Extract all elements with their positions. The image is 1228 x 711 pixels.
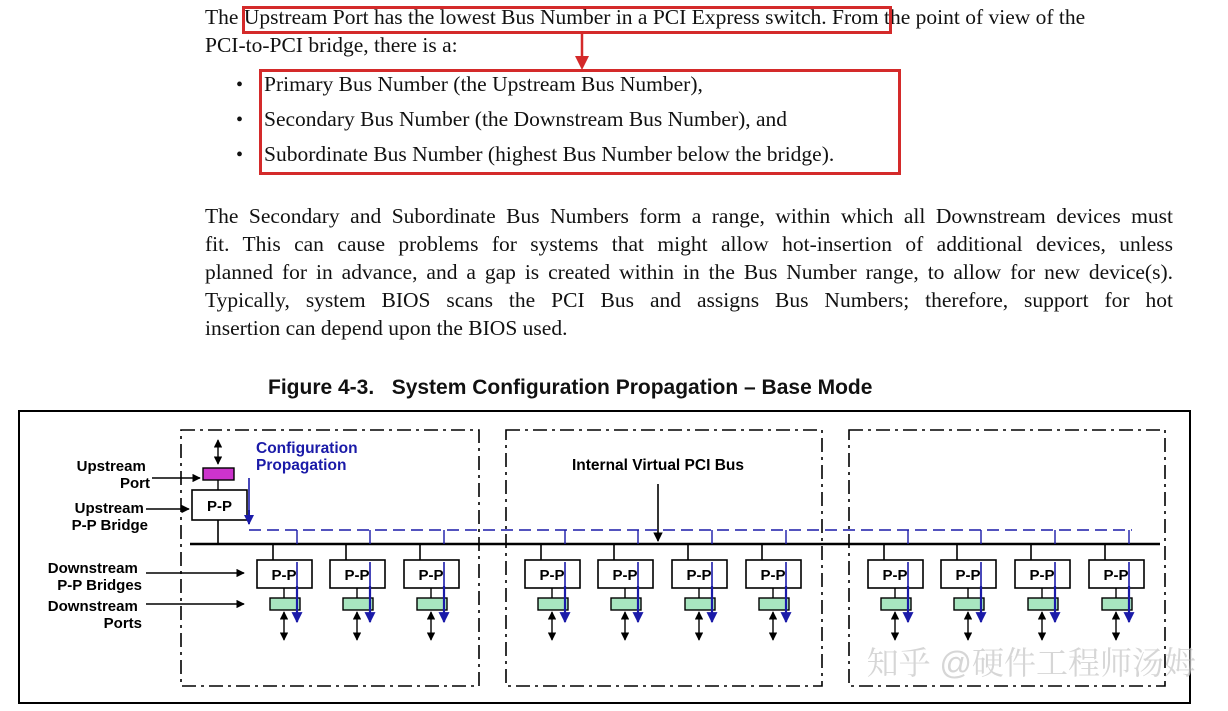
downstream-bridge-label: P-P [539, 567, 565, 584]
downstream-port [1102, 598, 1132, 610]
paragraph-line: The Secondary and Subordinate Bus Numbers form a range, within which all Downstream devices must [205, 204, 1173, 228]
upstream-bridge-side-label: Upstream P-P Bridge [71, 500, 148, 534]
paragraph-line: Typically, system BIOS scans the PCI Bus and assigns Bus Numbers; therefore, support for hot [205, 288, 1173, 312]
downstream-bridges-label: Downstream P-P Bridges [47, 560, 142, 594]
downstream-bridge-label: P-P [1103, 567, 1129, 584]
downstream-bridge-label: P-P [686, 567, 712, 584]
downstream-port [270, 598, 300, 610]
downstream-bridge-label: P-P [955, 567, 981, 584]
internal-bus-label: Internal Virtual PCI Bus [572, 457, 744, 474]
downstream-bridge-label: P-P [1029, 567, 1055, 584]
bullet-item: Primary Bus Number (the Upstream Bus Number), [264, 72, 703, 96]
bullet-item: Subordinate Bus Number (highest Bus Number below the bridge). [264, 142, 835, 166]
upstream-port [203, 468, 234, 480]
paragraph-line: planned for in advance, and a gap is created within in the Bus Number range, to allow for new device(s). [205, 260, 1173, 284]
downstream-port [417, 598, 447, 610]
downstream-bridge-label: P-P [760, 567, 786, 584]
figure-title: Figure 4-3. System Configuration Propagation – Base Mode [268, 376, 873, 399]
downstream-port [1028, 598, 1058, 610]
downstream-port [759, 598, 789, 610]
intro-prefix: The [205, 5, 244, 29]
downstream-bridge-label: P-P [882, 567, 908, 584]
downstream-bridge-label: P-P [344, 567, 370, 584]
upstream-port-label: Upstream Port [76, 458, 150, 492]
paragraph-line: insertion can depend upon the BIOS used. [205, 316, 568, 340]
downstream-bridge-label: P-P [271, 567, 297, 584]
downstream-port [538, 598, 568, 610]
bullet-dot: • [236, 144, 244, 166]
intro-suffix: From the point of view of the [826, 5, 1086, 29]
downstream-bridge-label: P-P [418, 567, 444, 584]
bullet-item: Secondary Bus Number (the Downstream Bus Number), and [264, 107, 788, 131]
downstream-bridge-label: P-P [612, 567, 638, 584]
downstream-ports-label: Downstream Ports [47, 598, 142, 632]
upstream-bridge-label: P-P [206, 498, 233, 515]
downstream-port [343, 598, 373, 610]
intro-highlight: Upstream Port has the lowest Bus Number in a PCI Express switch. [243, 5, 827, 29]
downstream-port [881, 598, 911, 610]
downstream-port [611, 598, 641, 610]
bullet-dot: • [236, 109, 244, 131]
downstream-port [685, 598, 715, 610]
config-propagation-label: Configuration Propagation [256, 440, 358, 474]
downstream-port [954, 598, 984, 610]
intro-line-2: PCI-to-PCI bridge, there is a: [205, 33, 458, 57]
watermark: 知乎 @硬件工程师汤姆 [866, 645, 1196, 681]
paragraph-line: fit. This can cause problems for systems that might allow hot-insertion of additional devices, unless [205, 232, 1173, 256]
bullet-dot: • [236, 74, 244, 96]
